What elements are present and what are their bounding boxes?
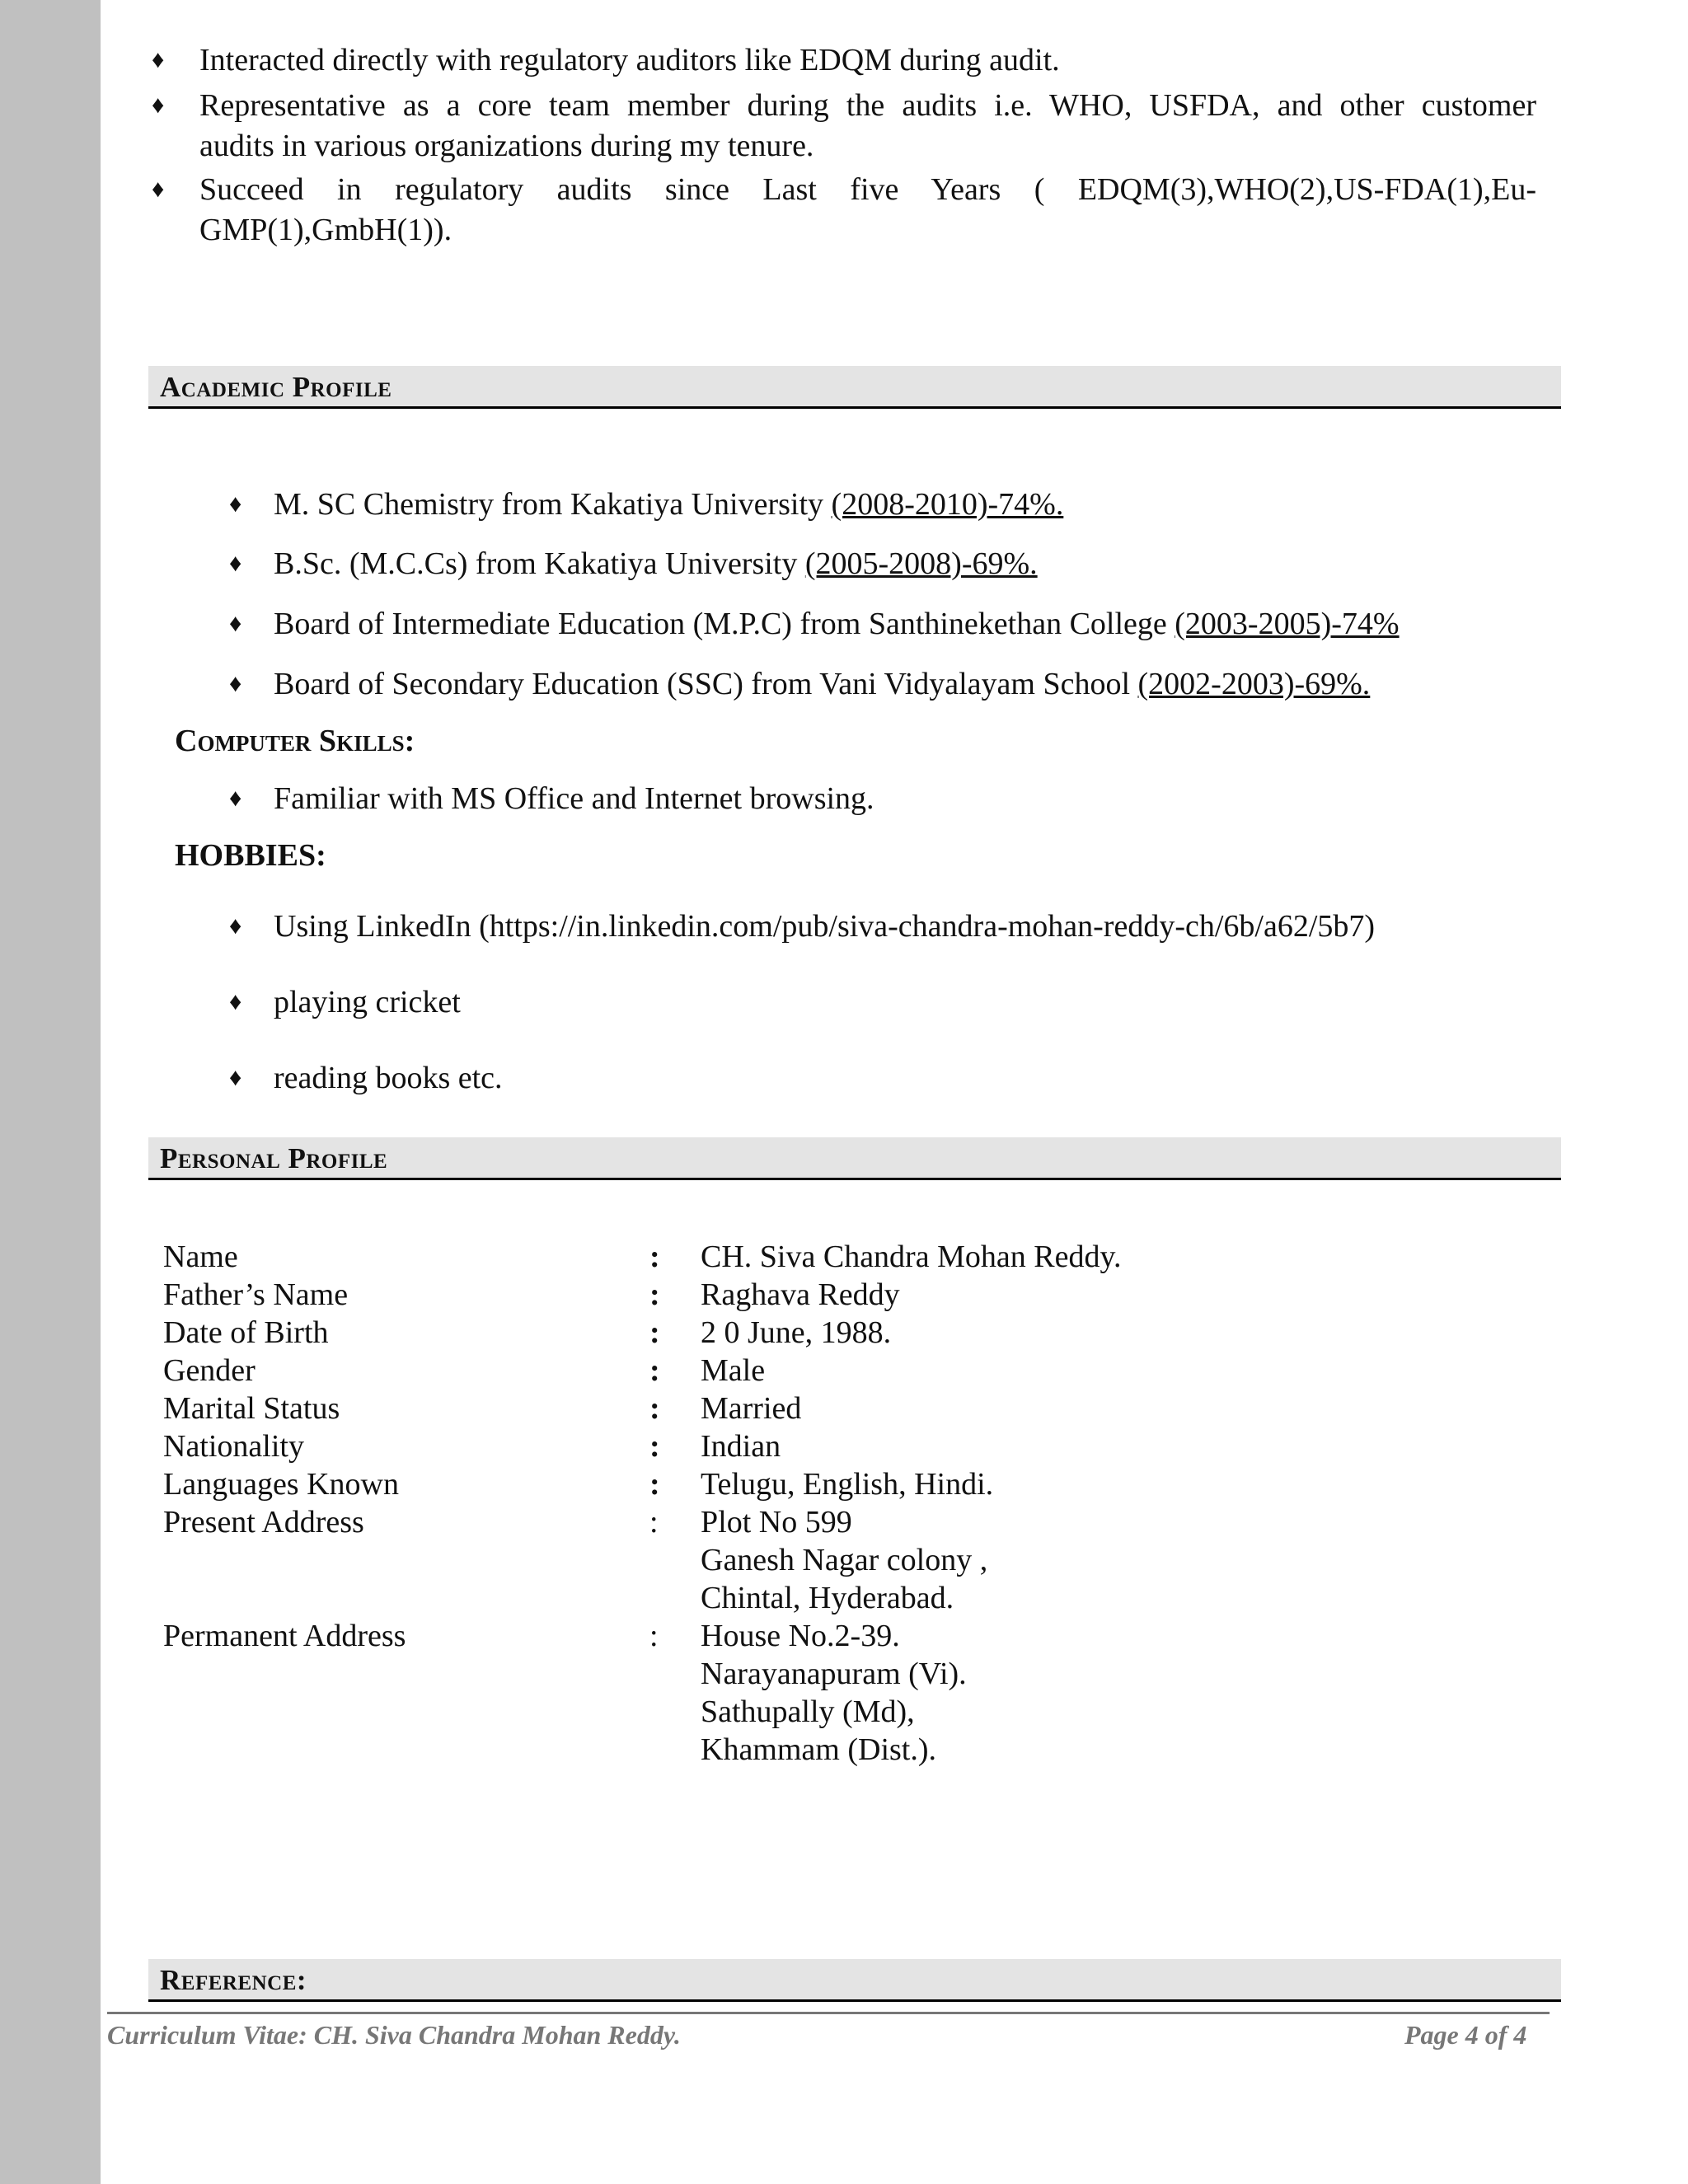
present-address-line-3: Chintal, Hyderabad. (701, 1581, 954, 1615)
field-label-fathers-name: Father’s Name (163, 1277, 349, 1312)
field-value-dob: 2 0 June, 1988. (701, 1315, 892, 1350)
permanent-address-line-1: House No.2-39. (701, 1619, 900, 1653)
hobby-item-2: playing cricket (274, 985, 461, 1019)
reference-header (148, 1959, 1561, 2002)
bullet-icon: ♦ (152, 46, 165, 73)
section-title: Reference: (160, 1964, 307, 1996)
computer-skills-heading: Computer Skills: (175, 724, 415, 758)
present-address-line-2: Ganesh Nagar colony , (701, 1543, 988, 1577)
footer-cv-title: Curriculum Vitae: CH. Siva Chandra Mohan Reddy. (107, 2020, 681, 2050)
field-colon: : (649, 1467, 660, 1502)
bullet-icon: ♦ (229, 610, 242, 637)
field-label-marital-status: Marital Status (163, 1391, 340, 1426)
footer-divider (107, 2012, 1550, 2014)
hobbies-heading: HOBBIES: (175, 838, 326, 873)
field-label-gender: Gender (163, 1353, 256, 1388)
academic-item-2 (274, 543, 1038, 584)
personal-profile-header (148, 1137, 1561, 1180)
academic-profile-header (148, 366, 1561, 409)
hobby-item-1: Using LinkedIn (https://in.linkedin.com/pub/siva-chandra-mohan-reddy-ch/6b/a62/5b7) (274, 909, 1376, 944)
academic-item-1 (274, 484, 1063, 525)
academic-item-text: Board of Secondary Education (SSC) from Vani Vidyalayam School (274, 667, 1138, 701)
permanent-address-line-4: Khammam (Dist.). (701, 1732, 937, 1767)
field-label-dob: Date of Birth (163, 1315, 329, 1350)
left-margin-bar (0, 0, 101, 2184)
bullet-icon: ♦ (229, 785, 242, 812)
bullet-icon: ♦ (152, 176, 165, 203)
section-title: Academic Profile (160, 371, 392, 403)
field-value-nationality: Indian (701, 1429, 781, 1464)
field-label-nationality: Nationality (163, 1429, 304, 1464)
academic-item-text: M. SC Chemistry from Kakatiya University (274, 487, 832, 522)
field-label-name: Name (163, 1240, 238, 1274)
field-value-marital-status: Married (701, 1391, 802, 1426)
top-bullet-3-line-2: GMP(1),GmbH(1)). (199, 213, 452, 247)
top-bullet-3-line-1: Succeed in regulatory audits since Last five Years ( EDQM(3),WHO(2),US-FDA(1),Eu- (199, 172, 1536, 207)
academic-item-score: (2003-2005)-74% (1175, 607, 1400, 641)
field-label-present-address: Present Address (163, 1505, 364, 1540)
top-bullet-2-line-2: audits in various organizations during my tenure. (199, 129, 814, 163)
bullet-icon: ♦ (229, 550, 242, 577)
academic-item-score: (2005-2008)-69%. (804, 546, 1038, 581)
academic-item-3 (274, 603, 1400, 644)
field-colon: : (649, 1277, 660, 1312)
academic-item-text: Board of Intermediate Education (M.P.C) from Santhinekethan College (274, 607, 1175, 641)
field-colon: : (649, 1429, 660, 1464)
field-colon: : (649, 1315, 660, 1350)
bullet-icon: ♦ (152, 91, 165, 119)
bullet-icon: ♦ (229, 1064, 242, 1091)
field-label-languages: Languages Known (163, 1467, 399, 1502)
present-address-line-1: Plot No 599 (701, 1505, 852, 1540)
field-value-languages: Telugu, English, Hindi. (701, 1467, 994, 1502)
field-label-permanent-address: Permanent Address (163, 1619, 406, 1653)
hobby-item-3: reading books etc. (274, 1061, 503, 1095)
bullet-icon: ♦ (229, 670, 242, 697)
field-value-gender: Male (701, 1353, 766, 1388)
top-bullet-1: Interacted directly with regulatory auditors like EDQM during audit. (199, 43, 1060, 77)
bullet-icon: ♦ (229, 490, 242, 518)
section-title: Personal Profile (160, 1142, 388, 1174)
academic-item-score: (2008-2010)-74%. (831, 487, 1064, 522)
field-colon: : (649, 1619, 659, 1653)
academic-item-text: B.Sc. (M.C.Cs) from Kakatiya University (274, 546, 805, 581)
computer-skill-item: Familiar with MS Office and Internet browsing. (274, 781, 874, 816)
field-colon: : (649, 1391, 660, 1426)
academic-item-4 (274, 663, 1370, 705)
field-colon: : (649, 1240, 660, 1274)
top-bullet-2-line-1: Representative as a core team member during the audits i.e. WHO, USFDA, and other customer (199, 88, 1536, 123)
field-value-name: CH. Siva Chandra Mohan Reddy. (701, 1240, 1122, 1274)
bullet-icon: ♦ (229, 988, 242, 1015)
permanent-address-line-2: Narayanapuram (Vi). (701, 1657, 967, 1691)
footer-page-number: Page 4 of 4 (1404, 2020, 1527, 2050)
bullet-icon: ♦ (229, 912, 242, 940)
field-colon: : (649, 1505, 659, 1540)
permanent-address-line-3: Sathupally (Md), (701, 1694, 915, 1729)
academic-item-score: (2002-2003)-69%. (1137, 667, 1371, 701)
field-colon: : (649, 1353, 660, 1388)
field-value-fathers-name: Raghava Reddy (701, 1277, 900, 1312)
